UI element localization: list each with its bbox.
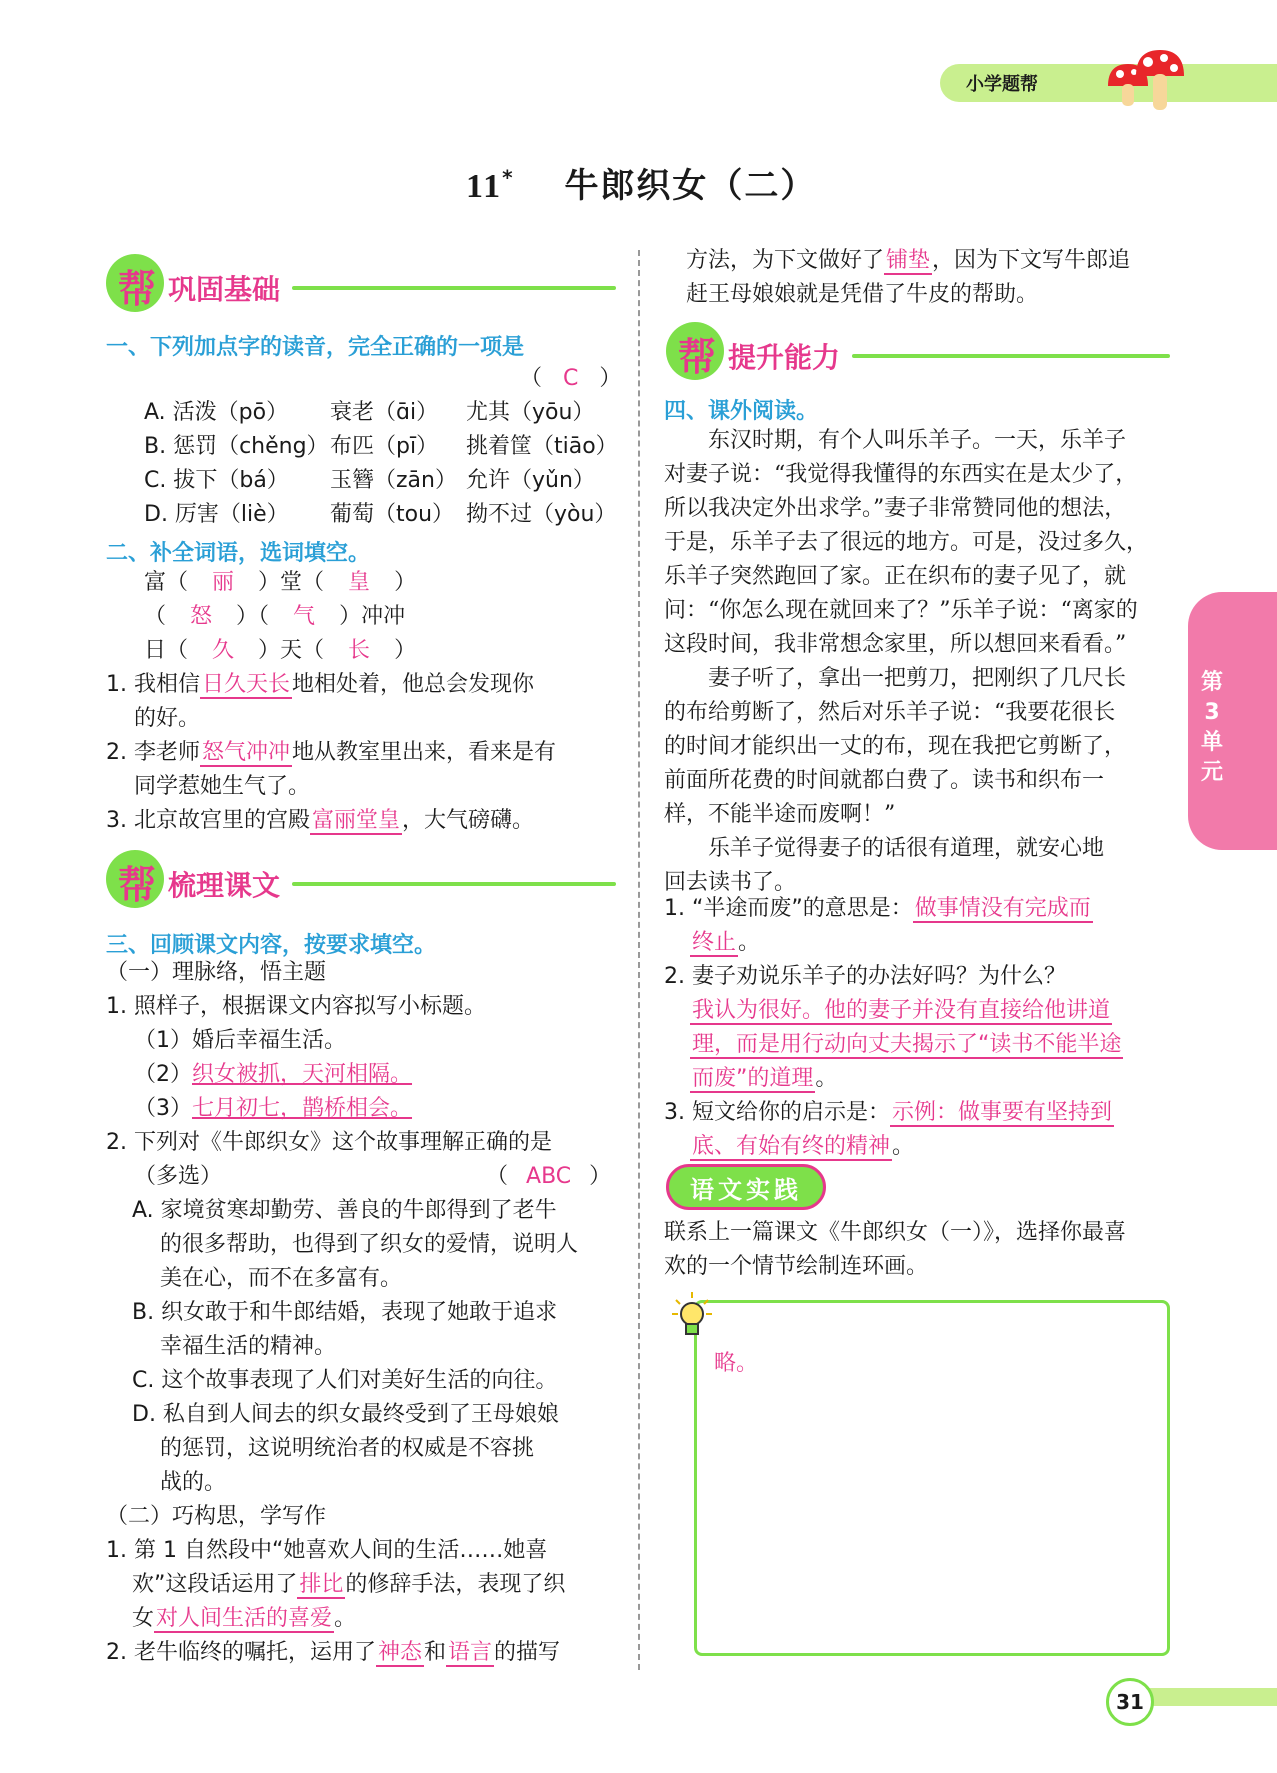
section-basics-header [106,254,616,318]
option-row [144,430,618,464]
option-cell: 葡萄（tou） [330,502,455,527]
practice-title: 语文实践 [690,1176,802,1204]
fill-answer: 语言 [448,1640,493,1665]
page-number: 31 [1106,1678,1154,1726]
unit-tab-text: 第3单元 [1200,670,1223,785]
lightbulb-icon [670,1290,714,1342]
option-a-cont: 美在心，而不在多富有。 [160,1266,403,1291]
fill-answer: 终止 [692,930,737,955]
write-1-cont [106,1602,616,1636]
sentence-2-cont: 同学惹她生气了。 [134,774,311,799]
word-text: ） [394,570,417,595]
passage-line: 乐羊子突然跑回了家。正在织布的妻子见了，就 [664,564,1127,589]
write-2-cont [686,244,1130,312]
text: ，因为下文写牛郎追 [932,248,1131,273]
word-text: （ [144,604,167,629]
q4-answers [664,892,1123,1164]
word-answer: 气 [293,604,316,629]
option-cell: D. 厉害（liè） [144,502,289,527]
option-cell: 衰老（ɑ̄i） [330,400,439,425]
q1-answer: C [563,366,579,391]
q2-words [144,566,416,668]
passage-line: 所以我决定外出求学。”妻子非常赞同他的想法， [664,496,1127,521]
paren-close: ） [599,366,622,391]
practice-text [664,1216,1126,1284]
word-row [144,634,416,668]
text: 2. 老牛临终的嘱托，运用了 [106,1640,376,1665]
text: （2） [134,1062,192,1087]
text: 地从教室里出来，看来是有 [292,740,557,765]
text: ，大气磅礴。 [402,808,535,833]
text: 欢”这段话运用了 [132,1572,298,1597]
text: 的修辞手法，表现了织 [345,1572,566,1597]
badge-char: 帮 [678,334,717,379]
section-line [292,882,616,886]
section-review-header [106,850,616,914]
part2-title: （二）巧构思，学写作 [106,1504,327,1529]
text: （3） [134,1096,192,1121]
q2-sentences [106,668,556,838]
option-cell: 拗不过（yòu） [466,502,617,527]
paren-close: ） [589,1164,612,1189]
item2-cont [106,1160,616,1194]
section-ability-header [666,322,1170,386]
fill-answer: 富丽堂皇 [311,808,400,833]
fill-answer: 怒气冲冲 [201,740,290,765]
practice-line: 联系上一篇课文《牛郎织女（一）》，选择你最喜 [664,1220,1127,1245]
word-text: ） [394,638,417,663]
option-b: B. 织女敢于和牛郎结婚，表现了她敢于追求 [132,1300,558,1325]
q1-answer-slot [520,362,621,396]
fill-answer: 织女被抓，天河相隔。 [192,1062,413,1087]
word-answer: 怒 [190,604,213,629]
text: 方法，为下文做好了 [686,248,885,273]
subtitle-2 [106,1058,616,1092]
fill-answer: 排比 [299,1572,344,1597]
word-answer: 久 [212,638,235,663]
lesson-star: * [502,165,515,190]
item2-options [106,1194,616,1500]
lesson-title: 牛郎织女（二） [564,166,817,206]
text: 。 [334,1606,357,1631]
write-2-line2 [686,244,1130,278]
text: 2. 李老师 [106,740,200,765]
answer-3-cont [664,1130,1123,1164]
item2-answer: ABC [526,1164,572,1189]
passage-line: 这段时间，我非常想念家里，所以想回来看看。” [664,632,1127,657]
sentence-1 [106,668,556,702]
section-line [292,286,616,290]
text: （多选） [134,1164,223,1189]
option-d-cont: 的惩罚，这说明统治者的权威是不容挑 [160,1436,535,1461]
q1-prompt: 一、下列加点字的读音，完全正确的一项是 [106,335,525,360]
option-d: D. 私自到人间去的织女最终受到了王母娘娘 [132,1402,559,1427]
option-row [144,464,618,498]
badge-char: 帮 [118,862,157,907]
option-cell: 挑着筐（tiāo） [466,434,618,459]
fill-answer: 理，而是用行动向丈夫揭示了“读书不能半途 [692,1032,1122,1057]
text: 地相处着，他总会发现你 [292,672,535,697]
answer-1 [664,892,1123,926]
section-line [852,354,1170,358]
item2-answer-slot [486,1160,611,1194]
fill-answer: 底、有始有终的精神 [692,1134,891,1159]
fill-answer: 对人间生活的喜爱 [156,1606,333,1631]
passage-line: 的布给剪断了，然后对乐羊子说：“我要花很长 [664,700,1116,725]
fill-answer: 神态 [377,1640,422,1665]
item1: 1. 照样子，根据课文内容拟写小标题。 [106,994,486,1019]
sentence-3 [106,804,556,838]
word-text: ）（ [236,604,270,629]
text: 3. 北京故宫里的宫殿 [106,808,310,833]
option-cell: 允许（yǔn） [466,468,595,493]
reading-passage [664,424,1148,900]
option-row [144,396,618,430]
write-1: 1. 第 1 自然段中“她喜欢人间的生活……她喜 [106,1538,548,1563]
option-a-cont: 的很多帮助，也得到了织女的爱情，说明人 [160,1232,579,1257]
q1-options [144,396,618,532]
word-row [144,566,416,600]
fill-answer: 日久天长 [201,672,290,697]
option-cell: C. 拔下（bá） [144,468,289,493]
option-cell: 尤其（yōu） [466,400,595,425]
option-cell: 玉簪（zān） [330,468,457,493]
practice-answer: 略。 [714,1351,759,1376]
q3-prompt: 三、回顾课文内容，按要求填空。 [106,933,437,958]
q2-prompt: 二、补全词语，选词填空。 [106,541,371,566]
option-cell: 布匹（pī） [330,434,439,459]
word-answer: 长 [348,638,371,663]
option-row [144,498,618,532]
option-c: C. 这个故事表现了人们对美好生活的向往。 [132,1368,558,1393]
badge-char: 帮 [118,266,157,311]
passage-line: 东汉时期，有个人叫乐羊子。一天，乐羊子 [664,428,1127,453]
fill-answer: 做事情没有完成而 [914,896,1091,921]
column-divider [638,250,640,1670]
passage-line: 前面所花费的时间就都白费了。读书和织布一 [664,768,1105,793]
text: 。 [738,930,761,955]
part1-title: （一）理脉络，悟主题 [106,960,327,985]
page-title [466,158,816,207]
option-cell: B. 惩罚（chěng） [144,434,329,459]
paren-open: （ [520,366,543,391]
text: 。 [892,1134,915,1159]
fill-answer: 我认为很好。他的妻子并没有直接给他讲道 [692,998,1111,1023]
passage-line: 回去读书了。 [664,870,797,895]
section-title: 梳理课文 [168,869,281,902]
word-text: 日（ [144,638,189,663]
write-1-cont [106,1568,616,1602]
passage-line: 的时间才能织出一丈的布，现在我把它剪断了， [664,734,1127,759]
write-2-line3: 赶王母娘娘就是凭借了牛皮的帮助。 [686,282,1039,307]
mushroom-icon [1098,46,1188,116]
word-answer: 丽 [212,570,235,595]
word-row [144,600,416,634]
text: 3. 短文给你的启示是： [664,1100,890,1125]
option-b-cont: 幸福生活的精神。 [160,1334,337,1359]
word-answer: 皇 [348,570,371,595]
option-d-cont: 战的。 [160,1470,227,1495]
passage-line: 妻子听了，拿出一把剪刀，把刚织了几尺长 [664,666,1127,691]
q4-prompt: 四、课外阅读。 [664,399,819,424]
word-text: ）天（ [258,638,325,663]
drawing-box [694,1300,1170,1656]
option-a: A. 家境贫寒却勤劳、善良的牛郎得到了老牛 [132,1198,557,1223]
text: 和 [424,1640,447,1665]
answer-2-line [664,994,1123,1028]
text: 1. 我相信 [106,672,200,697]
passage-line: 问：“你怎么现在就回来了？”乐羊子说：“离家的 [664,598,1138,623]
answer-3 [664,1096,1123,1130]
subtitle-3 [106,1092,616,1126]
item2: 2. 下列对《牛郎织女》这个故事理解正确的是 [106,1130,552,1155]
fill-answer: 而废”的道理 [692,1066,814,1091]
fill-answer: 七月初七，鹊桥相会。 [192,1096,413,1121]
text: 的描写 [494,1640,561,1665]
answer-1-cont [664,926,1123,960]
subtitle-1: （1）婚后幸福生活。 [134,1028,346,1053]
word-text: ）冲冲 [339,604,406,629]
fill-answer: 示例：做事要有坚持到 [891,1100,1112,1125]
answer-2-line [664,1062,1123,1096]
lesson-number: 11 [466,168,503,205]
section-title: 巩固基础 [168,273,281,306]
section-title: 提升能力 [728,341,841,374]
answer-2-question: 2. 妻子劝说乐羊子的办法好吗？为什么？ [664,964,1066,989]
sentence-1-cont: 的好。 [134,706,201,731]
brand-name: 小学题帮 [966,74,1038,95]
sentence-2 [106,736,556,770]
word-text: 富（ [144,570,189,595]
passage-line: 样，不能半途而废啊！” [664,802,896,827]
word-text: ）堂（ [258,570,325,595]
q3-body [106,956,616,1670]
answer-2-line [664,1028,1123,1062]
paren-open: （ [486,1164,509,1189]
passage-line: 于是，乐羊子去了很远的地方。可是，没过多久， [664,530,1149,555]
option-cell: A. 活泼（pō） [144,400,289,425]
fill-answer: 铺垫 [886,248,931,273]
text: 女 [132,1606,155,1631]
passage-line: 对妻子说：“我觉得我懂得的东西实在是太少了， [664,462,1138,487]
practice-line: 欢的一个情节绘制连环画。 [664,1254,929,1279]
text: 1. “半途而废”的意思是： [664,896,913,921]
text: 。 [815,1066,838,1091]
passage-line: 乐羊子觉得妻子的话很有道理，就安心地 [664,836,1105,861]
write-2 [106,1636,616,1670]
